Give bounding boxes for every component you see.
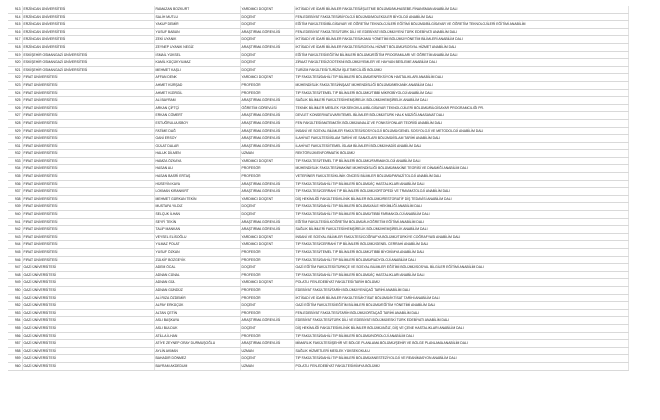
row-number-cell: 915 bbox=[8, 21, 22, 29]
name-cell: AFFAN DENK bbox=[154, 74, 240, 82]
row-number-cell: 920 bbox=[8, 59, 22, 67]
name-cell: ADEM ÖCAL bbox=[154, 264, 240, 272]
row-number-cell: 934 bbox=[8, 165, 22, 173]
department-cell: MÜHENDİSLİK FAKÜLTESİ/İNŞAAT MÜHENDİSLİĞİ BÖLÜMÜ/MEKANİK ANABİLİM DALI bbox=[294, 81, 628, 89]
name-cell: KAMİL KÜÇÜKYILMAZ bbox=[154, 59, 240, 67]
row-number-cell: 956 bbox=[8, 332, 22, 340]
name-cell: HASAN ALI bbox=[154, 165, 240, 173]
department-cell: TIP FAKÜLTESİ/DAHİLİ TIP BİLİMLERİ BÖLÜMÜ/İÇ HASTALIKLARI ANABİLİM DALI bbox=[294, 180, 628, 188]
department-cell: TIP FAKÜLTESİ/DAHİLİ TIP BİLİMLERİ BÖLÜMÜ/ENFEKSİYON HASTALIKLARI ANABİLİM DALI bbox=[294, 74, 628, 82]
table-row bbox=[8, 127, 628, 135]
table-row bbox=[8, 36, 628, 44]
university-cell: ERZİNCAN ÜNİVERSİTESİ bbox=[22, 36, 154, 44]
department-cell: TIP FAKÜLTESİ/DAHİLİ TIP BİLİMLERİ BÖLÜMÜ/RADYOLOJİ ANABİLİM DALI bbox=[294, 256, 628, 264]
department-cell: FEN-EDEBİYAT FAKÜLTESİ/BİYOLOJİ BÖLÜMÜ/MOLEKÜLER BİYOLOJİ ANABİLİM DALI bbox=[294, 13, 628, 21]
name-cell: ATİLLA İLHAN bbox=[154, 332, 240, 340]
title-cell: ARAŞTIRMA GÖREVLİSİ bbox=[240, 226, 294, 234]
table-row bbox=[8, 104, 628, 112]
department-cell: DİŞ HEKİMLİĞİ FAKÜLTESİ/KLİNİK BİLİMLER BÖLÜMÜ/AĞIZ, DİŞ VE ÇENE HASTALIKLARI ANABİLİM DALI bbox=[294, 324, 628, 332]
university-cell: FIRAT ÜNİVERSİTESİ bbox=[22, 81, 154, 89]
table-row bbox=[8, 51, 628, 59]
table-row bbox=[8, 6, 628, 13]
university-cell: ESKİŞEHİR OSMANGAZİ ÜNİVERSİTESİ bbox=[22, 66, 154, 74]
title-cell: UZMAN bbox=[240, 150, 294, 158]
title-cell: DOÇENT bbox=[240, 51, 294, 59]
title-cell: YARDIMCI DOÇENT bbox=[240, 233, 294, 241]
department-cell: GAZİ EĞİTİM FAKÜLTESİ/TÜRKÇE VE SOSYAL BİLİMLER EĞİTİMİ BÖLÜMÜ/SOSYAL BİLGİLER EĞİTİMİ ANABİLİM DALI bbox=[294, 264, 628, 272]
university-cell: GAZİ ÜNİVERSİTESİ bbox=[22, 340, 154, 348]
table-row bbox=[8, 309, 628, 317]
title-cell: DOÇENT bbox=[240, 211, 294, 219]
university-cell: GAZİ ÜNİVERSİTESİ bbox=[22, 279, 154, 287]
university-cell: FIRAT ÜNİVERSİTESİ bbox=[22, 165, 154, 173]
title-cell: DOÇENT bbox=[240, 324, 294, 332]
row-number-cell: 948 bbox=[8, 271, 22, 279]
department-cell: FEN-EDEBİYAT FAKÜLTESİ/TÜRK DİLİ VE EDEBİYATI BÖLÜMÜ/YENİ TÜRK EDEBİYATI ANABİLİM DALI bbox=[294, 28, 628, 36]
row-number-cell: 951 bbox=[8, 294, 22, 302]
name-cell: HASAN BASRİ ERTAŞ bbox=[154, 173, 240, 181]
university-cell: GAZİ ÜNİVERSİTESİ bbox=[22, 362, 154, 370]
table-row bbox=[8, 362, 628, 370]
title-cell: YARDIMCI DOÇENT bbox=[240, 241, 294, 249]
name-cell: MEHMET KAŞLI bbox=[154, 66, 240, 74]
row-number-cell: 923 bbox=[8, 81, 22, 89]
table-row bbox=[8, 28, 628, 36]
row-number-cell: 955 bbox=[8, 324, 22, 332]
department-cell: GAZİ EĞİTİM FAKÜLTESİ/EĞİTİM BİLİMLERİ BÖLÜMÜ/EĞİTİM YÖNETİMİ ANABİLİM DALI bbox=[294, 302, 628, 310]
university-cell: FIRAT ÜNİVERSİTESİ bbox=[22, 89, 154, 97]
table-row bbox=[8, 218, 628, 226]
row-number-cell: 953 bbox=[8, 309, 22, 317]
name-cell: GÜLAT DALAR bbox=[154, 142, 240, 150]
title-cell: DOÇENT bbox=[240, 355, 294, 363]
title-cell: PROFESÖR bbox=[240, 332, 294, 340]
title-cell: ARAŞTIRMA GÖREVLİSİ bbox=[240, 112, 294, 120]
row-number-cell: 922 bbox=[8, 74, 22, 82]
title-cell: ARAŞTIRMA GÖREVLİSİ bbox=[240, 188, 294, 196]
name-cell: ZEYNEP UYANIK NEGİZ bbox=[154, 43, 240, 51]
name-cell: ZÜLKİF BOZGEYİK bbox=[154, 256, 240, 264]
row-number-cell: 913 bbox=[8, 6, 22, 13]
university-cell: FIRAT ÜNİVERSİTESİ bbox=[22, 142, 154, 150]
title-cell: ARAŞTIRMA GÖREVLİSİ bbox=[240, 97, 294, 105]
department-cell: MİMARLIK FAKÜLTESİ/ŞEHİR VE BÖLGE PLANLAMA BÖLÜMÜ/ŞEHİR VE BÖLGE PLANLAMA ANABİLİM DALI bbox=[294, 340, 628, 348]
university-cell: ERZİNCAN ÜNİVERSİTESİ bbox=[22, 13, 154, 21]
university-cell: ESKİŞEHİR OSMANGAZİ ÜNİVERSİTESİ bbox=[22, 59, 154, 67]
title-cell: DOÇENT bbox=[240, 264, 294, 272]
table-row bbox=[8, 355, 628, 363]
name-cell: FATİME DAĞ bbox=[154, 127, 240, 135]
table-row bbox=[8, 59, 628, 67]
table-row bbox=[8, 13, 628, 21]
department-cell: EDEBİYAT FAKÜLTESİ/TÜRK DİLİ VE EDEBİYATI BÖLÜMÜ/ESKİ TÜRK EDEBİYATI ANABİLİM DALI bbox=[294, 317, 628, 325]
title-cell: ARAŞTIRMA GÖREVLİSİ bbox=[240, 28, 294, 36]
table-row bbox=[8, 264, 628, 272]
name-cell: HÜSEYİN KAYA bbox=[154, 180, 240, 188]
name-cell: SALİH MUTLU bbox=[154, 13, 240, 21]
department-cell: TIP FAKÜLTESİ/DAHİLİ TIP BİLİMLERİ BÖLÜMÜ/ANESTEZİYOLOJİ VE REANİMASYON ANABİLİM DALI bbox=[294, 355, 628, 363]
row-number-cell: 959 bbox=[8, 355, 22, 363]
department-cell: İLAHİYAT FAKÜLTESİ/İSLAM TARİHİ VE SANATLARI BÖLÜMÜ/İSLAM TARİHİ ANABİLİM DALI bbox=[294, 135, 628, 143]
row-number-cell: 938 bbox=[8, 195, 22, 203]
table-row bbox=[8, 21, 628, 29]
department-cell: ZİRAAT FAKÜLTESİ/ZOOTEKNİ BÖLÜMÜ/YEMLER VE HAYVAN BESLEME ANABİLİM DALI bbox=[294, 59, 628, 67]
row-number-cell: 931 bbox=[8, 142, 22, 150]
personnel-table bbox=[8, 6, 629, 371]
row-number-cell: 945 bbox=[8, 249, 22, 257]
university-cell: GAZİ ÜNİVERSİTESİ bbox=[22, 324, 154, 332]
department-cell: TEKNİK BİLİMLER MESLEK YÜKSEKOKULU/BİLGİSAYAR TEKNOLOJİLERİ BÖLÜMÜ/BİLGİSAYAR PROGRAMCILIĞI PR. bbox=[294, 104, 628, 112]
university-cell: ERZİNCAN ÜNİVERSİTESİ bbox=[22, 28, 154, 36]
university-cell: FIRAT ÜNİVERSİTESİ bbox=[22, 211, 154, 219]
university-cell: FIRAT ÜNİVERSİTESİ bbox=[22, 249, 154, 257]
title-cell: PROFESÖR bbox=[240, 81, 294, 89]
university-cell: FIRAT ÜNİVERSİTESİ bbox=[22, 127, 154, 135]
name-cell: ASLI BAŞKAYA bbox=[154, 317, 240, 325]
department-cell: İKTİSADİ VE İDARİ BİLİMLER FAKÜLTESİ/İKTİSAT BÖLÜMÜ/İKTİSAT TARİHİ ANABİLİM DALI bbox=[294, 294, 628, 302]
department-cell: TIP FAKÜLTESİ/DAHİLİ TIP BİLİMLERİ BÖLÜMÜ/AİLE HEKİMLİĞİ ANABİLİM DALI bbox=[294, 203, 628, 211]
name-cell: MEHMET GÜRKAN TEKİN bbox=[154, 195, 240, 203]
name-cell: ADNAN GÜNDÜZ bbox=[154, 286, 240, 294]
department-cell: TIP FAKÜLTESİ/CERRAHİ TIP BİLİMLERİ BÖLÜMÜ/ORTOPEDİ VE TRAVMATOLOJİ ANABİLİM DALI bbox=[294, 188, 628, 196]
name-cell: YILMAZ POLAT bbox=[154, 241, 240, 249]
table-row bbox=[8, 256, 628, 264]
row-number-cell: 928 bbox=[8, 119, 22, 127]
table-row bbox=[8, 97, 628, 105]
row-number-cell: 960 bbox=[8, 362, 22, 370]
university-cell: ESKİŞEHİR OSMANGAZİ ÜNİVERSİTESİ bbox=[22, 51, 154, 59]
row-number-cell: 917 bbox=[8, 36, 22, 44]
department-cell: DİŞ HEKİMLİĞİ FAKÜLTESİ/KLİNİK BİLİMLER BÖLÜMÜ/RESTORATİF DİŞ TEDAVİSİ ANABİLİM DALI bbox=[294, 195, 628, 203]
table-row bbox=[8, 112, 628, 120]
name-cell: ERKAN CÖMERT bbox=[154, 112, 240, 120]
university-cell: GAZİ ÜNİVERSİTESİ bbox=[22, 264, 154, 272]
title-cell: ARAŞTIRMA GÖREVLİSİ bbox=[240, 142, 294, 150]
department-cell: İLAHİYAT FAKÜLTESİ/TEMEL İSLAM BİLİMLERİ BÖLÜMÜ/HADİS ANABİLİM DALI bbox=[294, 142, 628, 150]
department-cell: DEVLET KONSERVATUVARI/TEMEL BİLİMLER BÖLÜMÜ/TÜRK HALK MÜZİĞİ ANASANAT DALI bbox=[294, 112, 628, 120]
department-cell: POLATLI FEN-EDEBİYAT FAKÜLTESİ/KİMYA BÖLÜMÜ bbox=[294, 362, 628, 370]
university-cell: FIRAT ÜNİVERSİTESİ bbox=[22, 226, 154, 234]
name-cell: ASLI BULDUK bbox=[154, 324, 240, 332]
row-number-cell: 933 bbox=[8, 157, 22, 165]
title-cell: PROFESÖR bbox=[240, 271, 294, 279]
name-cell: HALUK DİLMEN bbox=[154, 150, 240, 158]
name-cell: ATİYE ZEYNEP ORAY DURMUŞOĞLU bbox=[154, 340, 240, 348]
table-row bbox=[8, 340, 628, 348]
table-row bbox=[8, 180, 628, 188]
university-cell: FIRAT ÜNİVERSİTESİ bbox=[22, 74, 154, 82]
title-cell: PROFESÖR bbox=[240, 249, 294, 257]
row-number-cell: 916 bbox=[8, 28, 22, 36]
row-number-cell: 926 bbox=[8, 104, 22, 112]
department-cell: SAĞLIK BİLİMLERİ FAKÜLTESİ/HEMŞİRELİK BÖLÜMÜ/HEMŞİRELİK ANABİLİM DALI bbox=[294, 97, 628, 105]
table-row bbox=[8, 233, 628, 241]
title-cell: PROFESÖR bbox=[240, 286, 294, 294]
title-cell: YARDIMCI DOÇENT bbox=[240, 6, 294, 13]
title-cell: UZMAN bbox=[240, 362, 294, 370]
title-cell: DOÇENT bbox=[240, 203, 294, 211]
department-cell: İKTİSADİ VE İDARİ BİLİMLER FAKÜLTESİ/İŞLETME BÖLÜMÜ/MUHASEBE-FİNANSMAN ANABİLİM DALI bbox=[294, 6, 628, 13]
title-cell: YARDIMCI DOÇENT bbox=[240, 195, 294, 203]
name-cell: TALİP MANKAN bbox=[154, 226, 240, 234]
table-row bbox=[8, 89, 628, 97]
department-cell: İNSANİ VE SOSYAL BİLİMLER FAKÜLTESİ/SOSYOLOJİ BÖLÜMÜ/GENEL SOSYOLOJİ VE METODOLOJİ ANABİLİM DALI bbox=[294, 127, 628, 135]
department-cell: TIP FAKÜLTESİ/TEMEL TIP BİLİMLERİ BÖLÜMÜ/TIBBİ BİYOKİMYA ANABİLİM DALI bbox=[294, 249, 628, 257]
name-cell: MUSTAFA YILDIZ bbox=[154, 203, 240, 211]
title-cell: ARAŞTIRMA GÖREVLİSİ bbox=[240, 43, 294, 51]
title-cell: ARAŞTIRMA GÖREVLİSİ bbox=[240, 127, 294, 135]
table-row bbox=[8, 211, 628, 219]
university-cell: GAZİ ÜNİVERSİTESİ bbox=[22, 332, 154, 340]
university-cell: FIRAT ÜNİVERSİTESİ bbox=[22, 218, 154, 226]
row-number-cell: 943 bbox=[8, 233, 22, 241]
table-row bbox=[8, 302, 628, 310]
title-cell: ARAŞTIRMA GÖREVLİSİ bbox=[240, 218, 294, 226]
table-row bbox=[8, 195, 628, 203]
table-row bbox=[8, 249, 628, 257]
row-number-cell: 940 bbox=[8, 211, 22, 219]
department-cell: FEN FAKÜLTESİ/MATEMATİK BÖLÜMÜ/ANALİZ VE FONKSİYONLAR TEORİSİ ANABİLİM DALI bbox=[294, 119, 628, 127]
department-cell: EĞİTİM FAKÜLTESİ/İLKÖĞRETİM BÖLÜMÜ/İLKÖĞRETİM EĞİTİMİ ANABİLİM DALI bbox=[294, 218, 628, 226]
title-cell: ARAŞTIRMA GÖREVLİSİ bbox=[240, 135, 294, 143]
name-cell: ALİ BAYRAM bbox=[154, 97, 240, 105]
name-cell: ESTUĞRULUUSBOY bbox=[154, 119, 240, 127]
name-cell: BAYRAM AKDEDUM bbox=[154, 362, 240, 370]
university-cell: FIRAT ÜNİVERSİTESİ bbox=[22, 173, 154, 181]
department-cell: POLATLI FEN-EDEBİYAT FAKÜLTESİ/TARİH BÖLÜMÜ bbox=[294, 279, 628, 287]
title-cell: PROFESÖR bbox=[240, 173, 294, 181]
row-number-cell: 918 bbox=[8, 43, 22, 51]
row-number-cell: 939 bbox=[8, 203, 22, 211]
university-cell: FIRAT ÜNİVERSİTESİ bbox=[22, 233, 154, 241]
table-row bbox=[8, 279, 628, 287]
table-row bbox=[8, 286, 628, 294]
name-cell: YAKUP DEMİR bbox=[154, 21, 240, 29]
department-cell: TIP FAKÜLTESİ/CERRAHİ TIP BİLİMLERİ BÖLÜMÜ/GENEL CERRAHİ ANABİLİM DALI bbox=[294, 241, 628, 249]
title-cell: UZMAN bbox=[240, 347, 294, 355]
row-number-cell: 949 bbox=[8, 279, 22, 287]
table-row bbox=[8, 294, 628, 302]
row-number-cell: 942 bbox=[8, 226, 22, 234]
department-cell: TURİZM FAKÜLTESİ/TURİZM İŞLETMECİLİĞİ BÖLÜMÜ bbox=[294, 66, 628, 74]
title-cell: YARDIMCI DOÇENT bbox=[240, 157, 294, 165]
row-number-cell: 925 bbox=[8, 97, 22, 105]
name-cell: YUSUF BABUN bbox=[154, 28, 240, 36]
department-cell: REKTÖRLÜK/ENFORMATİK BÖLÜMÜ bbox=[294, 150, 628, 158]
table-body bbox=[8, 6, 628, 370]
name-cell: AYLİN AKMAN bbox=[154, 347, 240, 355]
name-cell: ALİ RIZA ÖZDEMİR bbox=[154, 294, 240, 302]
title-cell: DOÇENT bbox=[240, 36, 294, 44]
table-row bbox=[8, 142, 628, 150]
department-cell: İKTİSADİ VE İDARİ BİLİMLER FAKÜLTESİ/SOSYAL HİZMET BÖLÜMÜ/SOSYAL HİZMET ANABİLİM DALI bbox=[294, 43, 628, 51]
table-row bbox=[8, 135, 628, 143]
table-row bbox=[8, 43, 628, 51]
title-cell: ARAŞTIRMA GÖREVLİSİ bbox=[240, 119, 294, 127]
university-cell: GAZİ ÜNİVERSİTESİ bbox=[22, 317, 154, 325]
title-cell: DOÇENT bbox=[240, 13, 294, 21]
name-cell: İSMAİL YÜKSEL bbox=[154, 51, 240, 59]
department-cell: MÜHENDİSLİK FAKÜLTESİ/MAKİNE MÜHENDİSLİĞİ BÖLÜMÜ/MAKİNE TEORİSİ VE DİNAMİĞİ ANABİLİM DALI bbox=[294, 165, 628, 173]
department-cell: TIP FAKÜLTESİ/DAHİLİ TIP BİLİMLERİ BÖLÜMÜ/TIBBİ FARMAKOLOJİ ANABİLİM DALI bbox=[294, 211, 628, 219]
row-number-cell: 919 bbox=[8, 51, 22, 59]
university-cell: FIRAT ÜNİVERSİTESİ bbox=[22, 150, 154, 158]
table-row bbox=[8, 317, 628, 325]
department-cell: TIP FAKÜLTESİ/TEMEL TIP BİLİMLERİ BÖLÜMÜ/FARMAKOLOJİ ANABİLİM DALI bbox=[294, 157, 628, 165]
department-cell: İKTİSADİ VE İDARİ BİLİMLER FAKÜLTESİ/KAMU YÖNETİMİ BÖLÜMÜ/YÖNETİM BİLİMLERİ ANABİLİM DALI bbox=[294, 36, 628, 44]
row-number-cell: 929 bbox=[8, 127, 22, 135]
name-cell: YUSUF ÖZKAN bbox=[154, 249, 240, 257]
name-cell: AHMET KÜRŞAD bbox=[154, 81, 240, 89]
title-cell: ARAŞTIRMA GÖREVLİSİ bbox=[240, 340, 294, 348]
name-cell: SELÇUK İLHAN bbox=[154, 211, 240, 219]
department-cell: SAĞLIK HİZMETLERİ MESLEK YÜKSEKOKULU bbox=[294, 347, 628, 355]
university-cell: GAZİ ÜNİVERSİTESİ bbox=[22, 309, 154, 317]
university-cell: GAZİ ÜNİVERSİTESİ bbox=[22, 355, 154, 363]
university-cell: FIRAT ÜNİVERSİTESİ bbox=[22, 241, 154, 249]
university-cell: FIRAT ÜNİVERSİTESİ bbox=[22, 180, 154, 188]
spreadsheet bbox=[8, 6, 628, 371]
university-cell: FIRAT ÜNİVERSİTESİ bbox=[22, 203, 154, 211]
table-row bbox=[8, 271, 628, 279]
row-number-cell: 957 bbox=[8, 340, 22, 348]
table-row bbox=[8, 165, 628, 173]
department-cell: VETERİNER FAKÜLTESİ/KLİNİK ÖNCESİ BİLİMLER BÖLÜMÜ/PARAZİTOLOJİ ANABİLİM DALI bbox=[294, 173, 628, 181]
department-cell: EĞİTİM FAKÜLTESİ/EĞİTİM BİLİMLERİ BÖLÜMÜ/EĞİTİM PROGRAMLARI VE ÖĞRETİM ANABİLİM DALI bbox=[294, 51, 628, 59]
university-cell: FIRAT ÜNİVERSİTESİ bbox=[22, 97, 154, 105]
department-cell: TIP FAKÜLTESİ/DAHİLİ TIP BİLİMLERİ BÖLÜMÜ/İÇ HASTALIKLARI ANABİLİM DALI bbox=[294, 271, 628, 279]
table-row bbox=[8, 157, 628, 165]
university-cell: ERZİNCAN ÜNİVERSİTESİ bbox=[22, 6, 154, 13]
row-number-cell: 927 bbox=[8, 112, 22, 120]
name-cell: ALTAN ÇETİN bbox=[154, 309, 240, 317]
row-number-cell: 935 bbox=[8, 173, 22, 181]
table-row bbox=[8, 66, 628, 74]
department-cell: İNSANİ VE SOSYAL BİLİMLER FAKÜLTESİ/COĞRAFYA BÖLÜMÜ/TÜRKİYE COĞRAFYASI ANABİLİM DALI bbox=[294, 233, 628, 241]
name-cell: VEYSEL ELİSOĞLU bbox=[154, 233, 240, 241]
table-row bbox=[8, 150, 628, 158]
university-cell: FIRAT ÜNİVERSİTESİ bbox=[22, 188, 154, 196]
table-row bbox=[8, 324, 628, 332]
name-cell: ADNAN GÜL bbox=[154, 279, 240, 287]
row-number-cell: 941 bbox=[8, 218, 22, 226]
name-cell: LOKMAN KIRANKIRT bbox=[154, 188, 240, 196]
department-cell: TIP FAKÜLTESİ/TEMEL TIP BİLİMLERİ BÖLÜMÜ/TIBBİ MİKROBİYOLOJİ ANABİLİM DALI bbox=[294, 89, 628, 97]
table-row bbox=[8, 81, 628, 89]
department-cell: EDEBİYAT FAKÜLTESİ/TARİH BÖLÜMÜ/YENİÇAĞ TARİHİ ANABİLİM DALI bbox=[294, 286, 628, 294]
title-cell: DOÇENT bbox=[240, 66, 294, 74]
name-cell: ALPAY ERKÜÇÜK bbox=[154, 302, 240, 310]
department-cell: FEN-EDEBİYAT FAKÜLTESİ/TARİH BÖLÜMÜ/ORTAÇAĞ TARİHİ ANABİLİM DALI bbox=[294, 309, 628, 317]
university-cell: FIRAT ÜNİVERSİTESİ bbox=[22, 195, 154, 203]
row-number-cell: 958 bbox=[8, 347, 22, 355]
title-cell: PROFESÖR bbox=[240, 165, 294, 173]
name-cell: ZEKİ UYANIK bbox=[154, 36, 240, 44]
title-cell: DOÇENT bbox=[240, 59, 294, 67]
row-number-cell: 950 bbox=[8, 286, 22, 294]
university-cell: GAZİ ÜNİVERSİTESİ bbox=[22, 286, 154, 294]
name-cell: RAMAZAN BOZKURT bbox=[154, 6, 240, 13]
row-number-cell: 921 bbox=[8, 66, 22, 74]
row-number-cell: 930 bbox=[8, 135, 22, 143]
title-cell: DOÇENT bbox=[240, 302, 294, 310]
row-number-cell: 914 bbox=[8, 13, 22, 21]
university-cell: GAZİ ÜNİVERSİTESİ bbox=[22, 294, 154, 302]
row-number-cell: 952 bbox=[8, 302, 22, 310]
university-cell: GAZİ ÜNİVERSİTESİ bbox=[22, 302, 154, 310]
university-cell: ERZİNCAN ÜNİVERSİTESİ bbox=[22, 43, 154, 51]
university-cell: GAZİ ÜNİVERSİTESİ bbox=[22, 271, 154, 279]
university-cell: FIRAT ÜNİVERSİTESİ bbox=[22, 104, 154, 112]
department-cell: EĞİTİM FAKÜLTESİ/BİLGİSAYAR VE ÖĞRETİM TEKNOLOJİLERİ EĞİTİMİ BÖLÜMÜ/BİLGİSAYAR VE ÖĞRETİM TEKNOLOJİLERİ EĞİTİMİ ANABİLİM bbox=[294, 21, 628, 29]
row-number-cell: 944 bbox=[8, 241, 22, 249]
name-cell: SEYFİ TEKİN bbox=[154, 218, 240, 226]
department-cell: TIP FAKÜLTESİ/DAHİLİ TIP BİLİMLERİ BÖLÜMÜ/NÖROLOJİ ANABİLİM DALI bbox=[294, 332, 628, 340]
university-cell: ERZİNCAN ÜNİVERSİTESİ bbox=[22, 21, 154, 29]
row-number-cell: 936 bbox=[8, 180, 22, 188]
university-cell: FIRAT ÜNİVERSİTESİ bbox=[22, 256, 154, 264]
table-row bbox=[8, 74, 628, 82]
name-cell: GANİ ERSOY bbox=[154, 135, 240, 143]
department-cell: SAĞLIK BİLİMLERİ FAKÜLTESİ/HEMŞİRELİK BÖLÜMÜ/HEMŞİRELİK ANABİLİM DALI bbox=[294, 226, 628, 234]
title-cell: YARDIMCI DOÇENT bbox=[240, 279, 294, 287]
name-cell: HAMZA ÖZKAYA bbox=[154, 157, 240, 165]
title-cell: ARAŞTIRMA GÖREVLİSİ bbox=[240, 180, 294, 188]
title-cell: YARDIMCI DOÇENT bbox=[240, 74, 294, 82]
table-row bbox=[8, 173, 628, 181]
title-cell: PROFESÖR bbox=[240, 89, 294, 97]
university-cell: FIRAT ÜNİVERSİTESİ bbox=[22, 112, 154, 120]
table-row bbox=[8, 203, 628, 211]
row-number-cell: 937 bbox=[8, 188, 22, 196]
name-cell: BAHADIR DÖNMEZ bbox=[154, 355, 240, 363]
table-row bbox=[8, 241, 628, 249]
title-cell: ÖĞRETİM GÖREVLİSİ bbox=[240, 104, 294, 112]
name-cell: AHMET KIZIRGİL bbox=[154, 89, 240, 97]
title-cell: PROFESÖR bbox=[240, 309, 294, 317]
university-cell: FIRAT ÜNİVERSİTESİ bbox=[22, 119, 154, 127]
university-cell: GAZİ ÜNİVERSİTESİ bbox=[22, 347, 154, 355]
row-number-cell: 947 bbox=[8, 264, 22, 272]
row-number-cell: 946 bbox=[8, 256, 22, 264]
name-cell: ADNAN CÜNAL bbox=[154, 271, 240, 279]
title-cell: PROFESÖR bbox=[240, 256, 294, 264]
university-cell: FIRAT ÜNİVERSİTESİ bbox=[22, 157, 154, 165]
table-row bbox=[8, 119, 628, 127]
university-cell: FIRAT ÜNİVERSİTESİ bbox=[22, 135, 154, 143]
title-cell: ARAŞTIRMA GÖREVLİSİ bbox=[240, 317, 294, 325]
row-number-cell: 924 bbox=[8, 89, 22, 97]
name-cell: ARKAN ÇİFTÇİ bbox=[154, 104, 240, 112]
table-row bbox=[8, 226, 628, 234]
row-number-cell: 932 bbox=[8, 150, 22, 158]
table-row bbox=[8, 332, 628, 340]
table-row bbox=[8, 347, 628, 355]
table-row bbox=[8, 188, 628, 196]
title-cell: DOÇENT bbox=[240, 21, 294, 29]
row-number-cell: 954 bbox=[8, 317, 22, 325]
title-cell: PROFESÖR bbox=[240, 294, 294, 302]
